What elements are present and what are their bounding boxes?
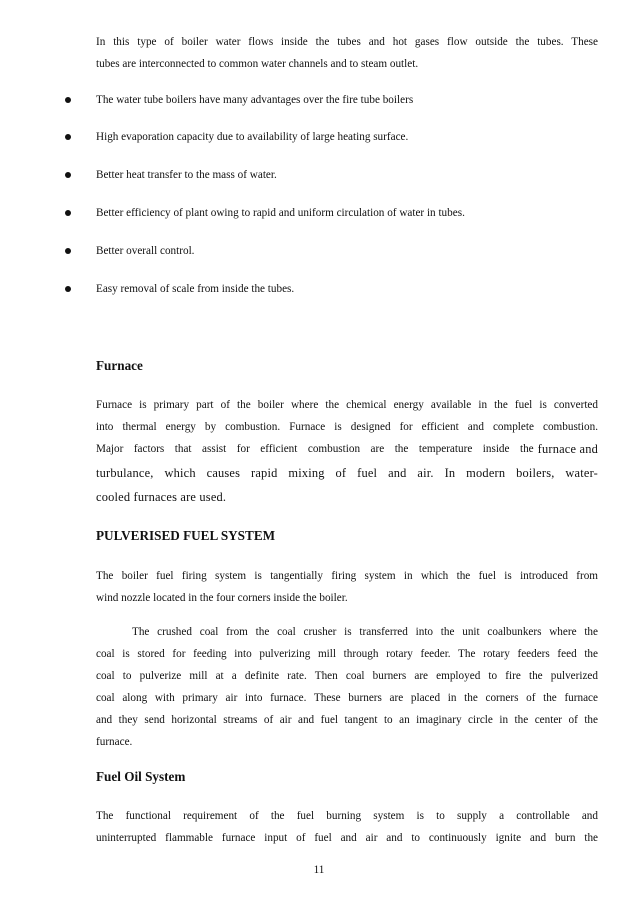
text-line: uninterrupted flammable furnace input of fuel and air and to continuously ignite and burn the <box>96 832 598 844</box>
text-line: tubes are interconnected to common water channels and to steam outlet. <box>96 58 419 70</box>
intro-paragraph <box>96 31 598 75</box>
bullet-icon <box>65 97 71 103</box>
text-line-mixed <box>96 438 598 460</box>
text-line: and they send horizontal streams of air and fuel tangent to an imaginary circle in the center of the <box>96 714 598 726</box>
text-line: The boiler fuel firing system is tangentially firing system in which the fuel is introduced from <box>96 570 598 582</box>
furnace-heading: Furnace <box>96 358 143 373</box>
text-line: The crushed coal from the coal crusher is transferred into the unit coalbunkers where the <box>132 626 598 638</box>
text-line: coal is stored for feeding into pulverizing mill through rotary feeder. The rotary feeders feed the <box>96 648 598 660</box>
bullet-icon <box>65 210 71 216</box>
fuel-oil-heading: Fuel Oil System <box>96 769 186 784</box>
list-item-text: Better heat transfer to the mass of water. <box>96 169 277 181</box>
text-line: The functional requirement of the fuel burning system is to supply a controllable and <box>96 810 598 822</box>
text-line: furnace. <box>96 736 133 748</box>
page-number: 11 <box>313 864 325 876</box>
text-line: wind nozzle located in the four corners inside the boiler. <box>96 592 348 604</box>
bullet-icon <box>65 172 71 178</box>
pulverised-paragraph-1 <box>96 565 598 609</box>
list-item-text: The water tube boilers have many advantages over the fire tube boilers <box>96 94 414 106</box>
text-line-large: cooled furnaces are used. <box>96 490 227 504</box>
list-item-text: High evaporation capacity due to availability of large heating surface. <box>96 131 409 143</box>
pulverised-fuel-heading: PULVERISED FUEL SYSTEM <box>96 528 276 543</box>
text-segment-large: furnace and <box>537 442 598 456</box>
list-item-text: Better overall control. <box>96 245 195 257</box>
bullet-icon <box>65 248 71 254</box>
text-line: into thermal energy by combustion. Furnace is designed for efficient and complete combustion. <box>96 421 598 433</box>
bullet-icon <box>65 134 71 140</box>
text-line: coal to pulverize mill at a definite rate. Then coal burners are employed to fire the pulverized <box>96 670 598 682</box>
text-line: Furnace is primary part of the boiler where the chemical energy available in the fuel is converted <box>96 399 598 411</box>
list-item <box>0 280 638 298</box>
fuel-oil-paragraph <box>96 805 598 849</box>
text-segment: Major factors that assist for efficient combustion are the temperature inside the <box>96 443 534 455</box>
pulverised-paragraph-2 <box>96 621 598 753</box>
list-item-text: Better efficiency of plant owing to rapid and uniform circulation of water in tubes. <box>96 207 465 219</box>
list-item <box>0 242 638 260</box>
list-item-text: Easy removal of scale from inside the tubes. <box>96 283 295 295</box>
list-item <box>0 91 638 109</box>
text-line: coal along with primary air into furnace. These burners are placed in the corners of the furnace <box>96 692 598 704</box>
list-item <box>0 128 638 146</box>
text-line-large: turbulance, which causes rapid mixing of fuel and air. In modern boilers, water- <box>96 466 598 480</box>
list-item <box>0 204 638 222</box>
bullet-icon <box>65 286 71 292</box>
text-line: In this type of boiler water flows inside the tubes and hot gases flow outside the tubes. These <box>96 36 598 48</box>
list-item <box>0 166 638 184</box>
furnace-paragraph <box>96 394 598 508</box>
